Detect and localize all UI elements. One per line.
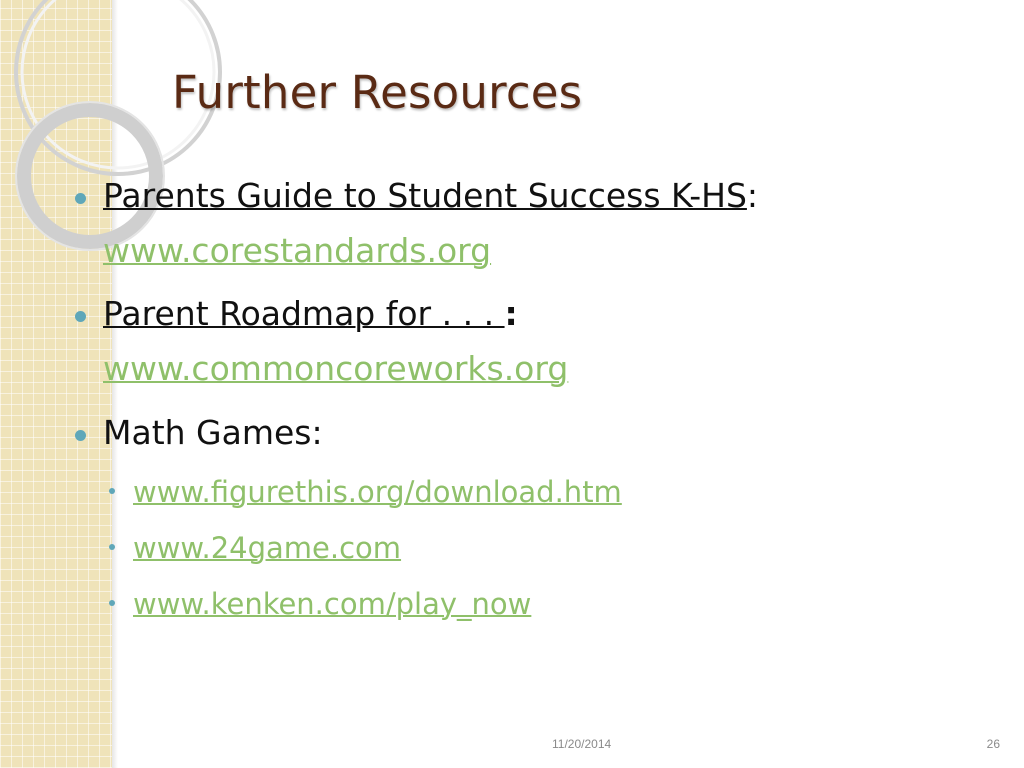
parent-roadmap-link[interactable]: Parent Roadmap for . . . xyxy=(103,294,505,333)
kenken-link[interactable]: www.kenken.com/play_now xyxy=(133,587,532,621)
corestandards-link[interactable]: www.corestandards.org xyxy=(103,231,492,270)
list-item xyxy=(103,413,323,452)
list-item xyxy=(133,587,531,621)
footer-date: 11/20/2014 xyxy=(552,737,612,751)
sub-bullet-icon xyxy=(109,600,115,606)
item-suffix: : xyxy=(746,176,759,215)
list-item xyxy=(133,531,401,565)
figurethis-link[interactable]: www.figurethis.org/download.htm xyxy=(133,475,622,509)
math-games-label: Math Games: xyxy=(103,413,323,452)
list-item xyxy=(103,294,518,333)
slide-title: Further Resources xyxy=(172,66,583,119)
parents-guide-link[interactable]: Parents Guide to Student Success K-HS xyxy=(103,176,747,215)
bullet-icon xyxy=(75,430,86,441)
bullet-icon xyxy=(75,193,86,204)
sub-bullet-icon xyxy=(109,544,115,550)
24game-link[interactable]: www.24game.com xyxy=(133,531,402,565)
footer-page-number: 26 xyxy=(986,737,1000,751)
list-item xyxy=(133,475,622,509)
list-item-url xyxy=(103,349,568,388)
item-suffix: : xyxy=(504,294,518,333)
list-item-url xyxy=(103,231,491,270)
commoncoreworks-link[interactable]: www.commoncoreworks.org xyxy=(103,349,569,388)
sub-bullet-icon xyxy=(109,488,115,494)
bullet-icon xyxy=(75,311,86,322)
list-item xyxy=(103,176,758,215)
